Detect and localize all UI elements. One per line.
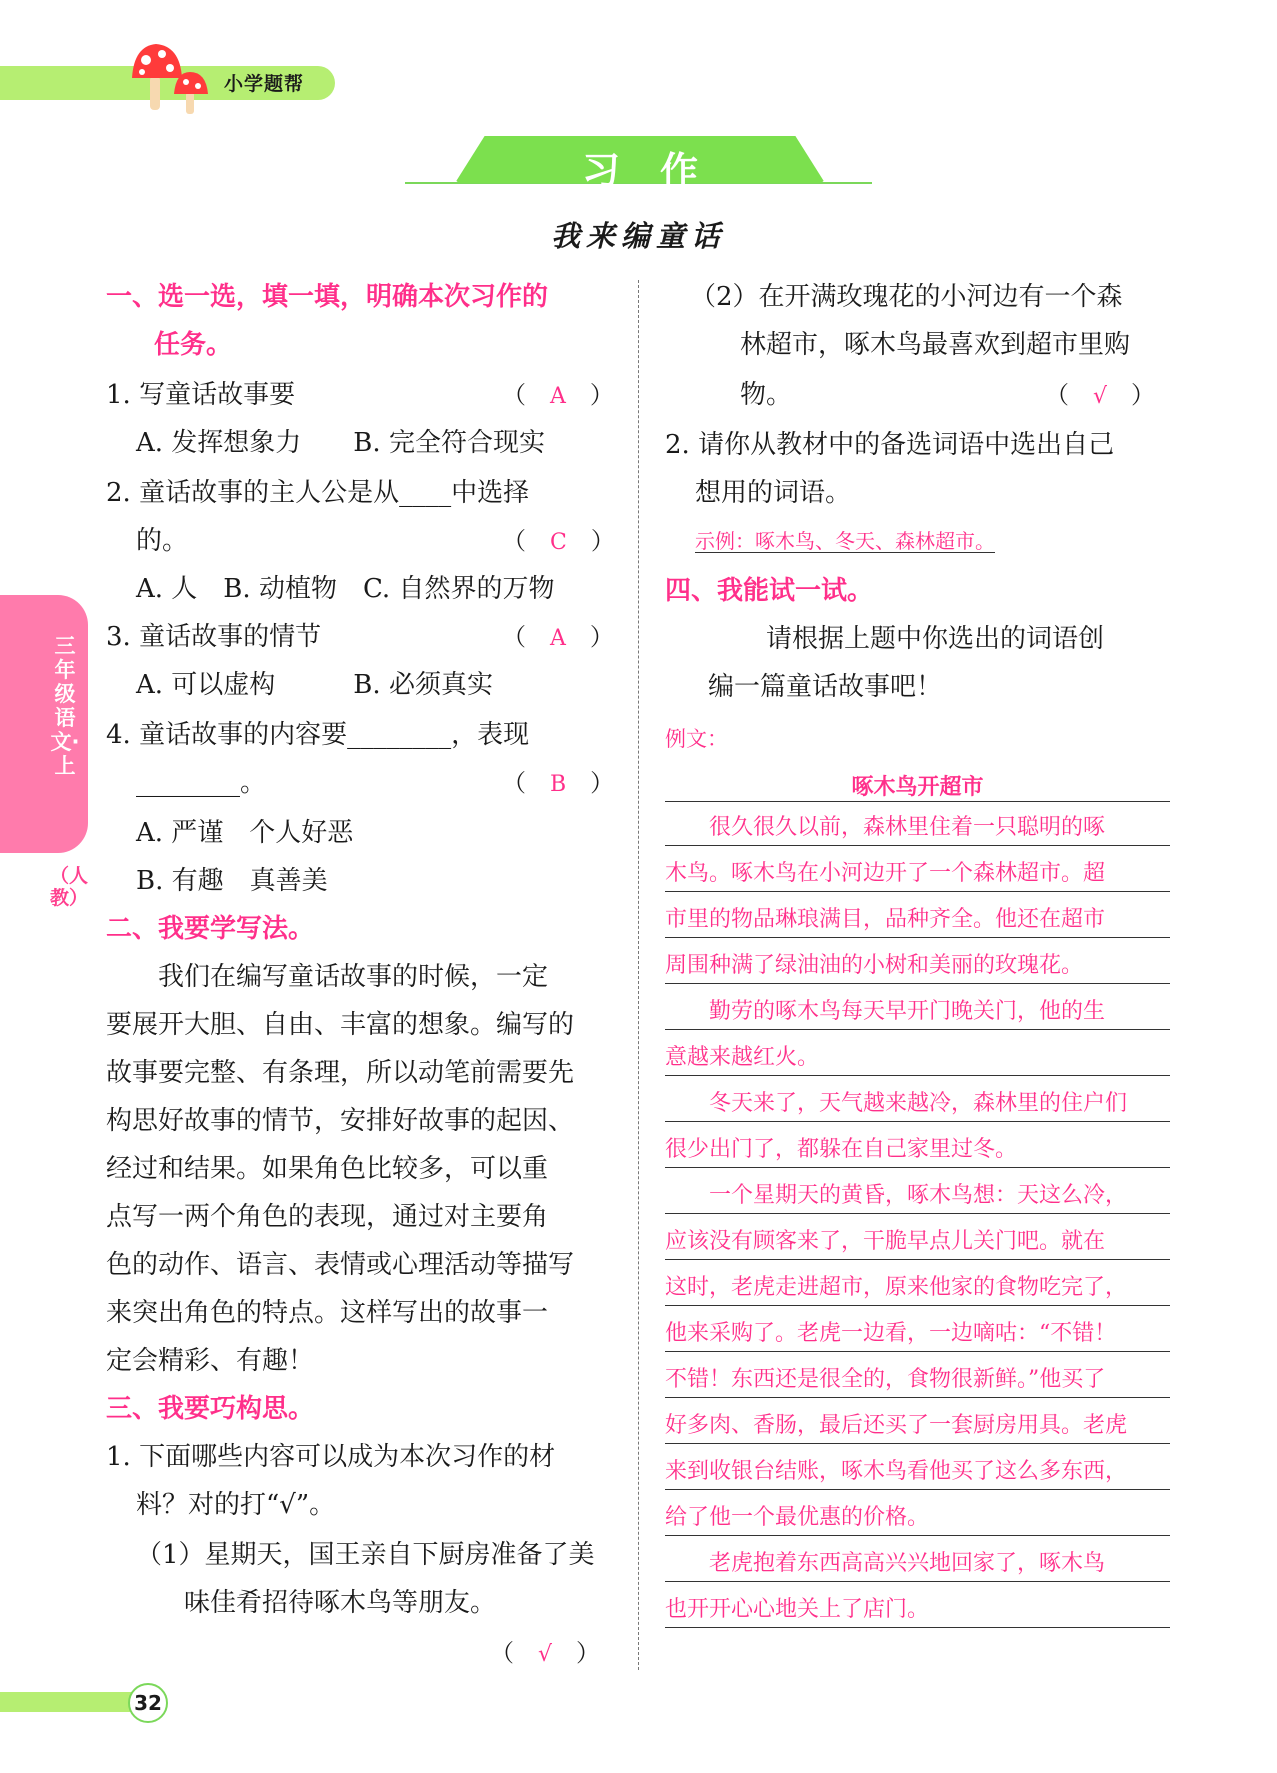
section3-question-1-cont: 料？对的打“√”。 [136,1490,336,1520]
answer-blank-4: （ B ） [502,769,615,797]
section2-paragraph-line: 构思好故事的情节，安排好故事的起因、 [106,1106,575,1136]
section2-paragraph-line: 来突出角色的特点。这样写出的故事一 [106,1298,549,1328]
answer-item-1: √ [538,1642,553,1667]
answer-4: B [550,772,567,797]
section1-header: 一、选一选，填一填，明确本次习作的 [106,282,549,312]
question-1-options: A. 发挥想象力 B. 完全符合现实 [136,428,545,458]
answer-blank-1: （ A ） [502,381,614,409]
essay-line: 冬天来了，天气越来越冷，森林里的住户们 [665,1090,1170,1122]
section3-item-1: （1）星期天，国王亲自下厨房准备了美 [136,1540,595,1570]
page-subtitle: 我来编童话 [550,219,726,253]
section2-paragraph-line: 故事要完整、有条理，所以动笔前需要先 [106,1058,575,1088]
answer-blank-item-2: （ √ ） [1045,381,1156,409]
essay-line: 木鸟。啄木鸟在小河边开了一个森林超市。超 [665,860,1170,892]
brand-text: 小学题帮 [224,73,305,95]
section3-header: 三、我要巧构思。 [106,1394,315,1424]
section3-item-2-end: 物。 [740,380,793,410]
essay-line: 不错！东西还是很全的，食物很新鲜。”他买了 [665,1366,1170,1398]
section4-prompt: 请根据上题中你选出的词语创 [766,624,1105,654]
section3-item-2: （2）在开满玫瑰花的小河边有一个森 [690,282,1123,312]
essay-line: 这时，老虎走进超市，原来他家的食物吃完了， [665,1274,1170,1306]
essay-line: 好多肉、香肠，最后还买了一套厨房用具。老虎 [665,1412,1170,1444]
question-1: 1. 写童话故事要 [106,380,296,410]
question-2-options: A. 人 B. 动植物 C. 自然界的万物 [136,574,555,604]
section2-paragraph-line: 经过和结果。如果角色比较多，可以重 [106,1154,549,1184]
section4-prompt-cont: 编一篇童话故事吧！ [708,672,943,702]
question-4: 4. 童话故事的内容要________，表现 [106,720,530,750]
essay-line: 很少出门了，都躲在自己家里过冬。 [665,1136,1170,1168]
side-tab-grade: 三年级语文·上 [50,634,80,778]
answer-blank-3: （ A ） [502,623,614,651]
example-label: 例文： [665,727,728,751]
section2-paragraph-line: 我们在编写童话故事的时候，一定 [106,962,549,992]
section2-paragraph-line: 要展开大胆、自由、丰富的想象。编写的 [106,1010,575,1040]
essay-line: 他来采购了。老虎一边看，一边嘀咕：“不错！ [665,1320,1170,1352]
essay-line: 市里的物品琳琅满目，品种齐全。他还在超市 [665,906,1170,938]
section3-question-1: 1. 下面哪些内容可以成为本次习作的材 [106,1442,556,1472]
question-2: 2. 童话故事的主人公是从____中选择 [106,478,530,508]
question-3: 3. 童话故事的情节 [106,622,322,652]
question-2-cont: 的。 [136,526,189,556]
question-4-cont: ________。 [136,768,267,798]
question-4-option-a: A. 严谨 个人好恶 [136,818,354,848]
essay-line: 老虎抱着东西高高兴兴地回家了，啄木鸟 [665,1550,1170,1582]
answer-blank-item-1: （ √ ） [490,1639,601,1667]
footer-bar [0,1692,140,1712]
sample-answer: 示例：啄木鸟、冬天、森林超市。 [695,525,995,553]
essay-line: 一个星期天的黄昏，啄木鸟想：天这么冷， [665,1182,1170,1214]
answer-1: A [550,384,566,409]
section2-header: 二、我要学写法。 [106,914,315,944]
question-4-option-b: B. 有趣 真善美 [136,866,328,896]
section-title: 习作 [581,149,738,193]
essay-line: 周围种满了绿油油的小树和美丽的玫瑰花。 [665,952,1170,984]
essay-line: 勤劳的啄木鸟每天早开门晚关门，他的生 [665,998,1170,1030]
section3-item-2-cont: 林超市，啄木鸟最喜欢到超市里购 [740,330,1131,360]
section2-paragraph-line: 定会精彩、有趣！ [106,1346,315,1376]
answer-3: A [550,626,566,651]
side-tab-edition: （人教） [50,865,89,909]
mushroom-icon [128,42,228,118]
essay-line: 应该没有顾客来了，干脆早点儿关门吧。就在 [665,1228,1170,1260]
section3-question-2-cont: 想用的词语。 [695,478,852,508]
section3-item-1-cont: 味佳肴招待啄木鸟等朋友。 [184,1588,497,1618]
question-3-options: A. 可以虚构 B. 必须真实 [136,670,493,700]
section2-paragraph-line: 点写一两个角色的表现，通过对主要角 [106,1202,549,1232]
essay-line: 来到收银台结账，啄木鸟看他买了这么多东西， [665,1458,1170,1490]
section2-paragraph-line: 色的动作、语言、表情或心理活动等描写 [106,1250,575,1280]
page-number: 32 [128,1683,168,1723]
essay-line: 很久很久以前，森林里住着一只聪明的啄 [665,814,1170,846]
answer-item-2: √ [1093,384,1108,409]
essay-title: 啄木鸟开超市 [665,770,1170,802]
essay-line: 也开开心心地关上了店门。 [665,1596,1170,1628]
column-divider [638,280,639,1670]
section3-question-2: 2. 请你从教材中的备选词语中选出自己 [665,430,1115,460]
essay-line: 给了他一个最优惠的价格。 [665,1504,1170,1536]
answer-2: C [550,530,567,555]
section4-header: 四、我能试一试。 [665,576,874,606]
section1-header-cont: 任务。 [154,330,233,360]
essay-line: 意越来越红火。 [665,1044,1170,1076]
answer-blank-2: （ C ） [502,527,615,555]
